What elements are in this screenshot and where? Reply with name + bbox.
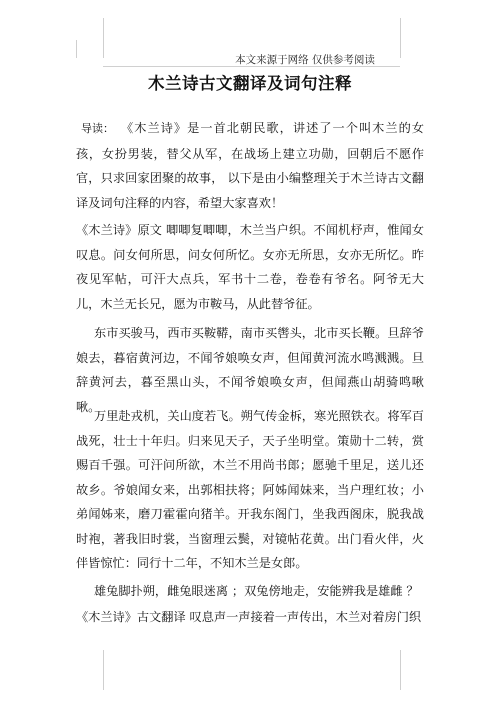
intro-text: 《木兰诗》是一首北朝民歌，讲述了一个叫木兰的女孩，女扮男装，替父从军，在战场上建立功勋，回朝后不愿作官，只求回家团聚的故事， 以下是由小编整理关于木兰诗古文翻译及词句注释的内容，希望大家喜欢！ <box>76 121 424 210</box>
paragraph-rabbits <box>76 579 424 604</box>
paragraph-text: 《木兰诗》原文 唧唧复唧唧，木兰当户织。不闻机杼声，惟闻女叹息。问女何所思，问女何所忆。女亦无所思，女亦无所忆。昨夜见军帖，可汗大点兵，军书十二卷，卷卷有爷名。阿爷无大儿，木兰无长兄，愿为市鞍马，从此替爷征。 <box>76 223 424 311</box>
intro-label: 导读： <box>81 122 114 135</box>
intro-paragraph <box>76 116 424 215</box>
header-divider <box>103 66 400 67</box>
paragraph-text: 雄兔脚扑朔，雌兔眼迷离 ；双兔傍地走，安能辨我是雄雌 ？ <box>94 584 419 598</box>
crop-mark-bottom-right <box>400 650 401 690</box>
paragraph-original <box>76 218 424 316</box>
paragraph-text: 《木兰诗》古文翻译 叹息声一声接着一声传出，木兰对着房门织 <box>76 610 422 624</box>
crop-mark-bottom-left <box>103 650 104 690</box>
header-note: 本文来源于网络 仅供参考阅读 <box>235 54 375 66</box>
paragraph-translation <box>76 605 424 630</box>
paragraph-text: 万里赴戎机，关山度若飞。朔气传金柝，寒光照铁衣。将军百战死，壮士十年归。归来见天子，天子坐明堂。策勋十二转，赏赐百千强。可汗问所欲，木兰不用尚书郎；愿驰千里足，送儿还故乡。爷娘闻女来，出郭相扶将；阿姊闻妹来，当户理红妆；小弟闻姊来，磨刀霍霍向猪羊。开我东阁门，坐我西阁床，脱我战时袍，著我旧时裳，当窗理云鬓，对镜帖花黄。出门看火伴，火伴皆惊忙：同行十二年，不知木兰是女郎。 <box>76 409 424 570</box>
document-title: 木兰诗古文翻译及词句注释 <box>148 74 352 93</box>
paragraph-text: 东市买骏马，西市买鞍鞯，南市买辔头，北市买长鞭。旦辞爷娘去，暮宿黄河边，不闻爷娘唤女声，但闻黄河流水鸣溅溅。旦辞黄河去，暮至黑山头，不闻爷娘唤女声，但闻燕山胡骑鸣啾啾。 <box>76 326 424 414</box>
paragraph-war <box>76 404 424 576</box>
